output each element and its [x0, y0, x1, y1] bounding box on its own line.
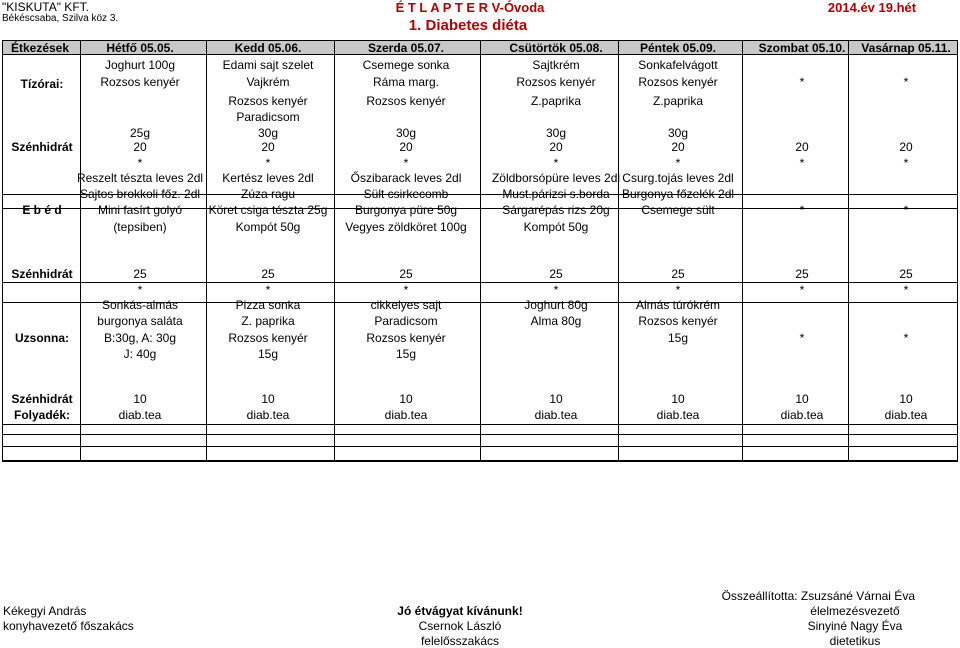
folyadek-value: diab.tea [384, 408, 428, 422]
label-folyadek: Folyadék: [13, 408, 71, 422]
star-mark: * [137, 283, 143, 297]
company-name: "KISKUTA" KFT. [2, 0, 89, 14]
uzsonna-cell: 15g [667, 331, 689, 345]
uzsonna-cell: Almás túrókrém [635, 298, 721, 312]
tizorai-cell: * [799, 75, 805, 89]
star-mark: * [265, 283, 271, 297]
ebed-cell: Reszelt tészta leves 2dl [76, 171, 204, 185]
footer-right-role: élelmezésvezető [810, 604, 900, 618]
star-mark: * [799, 283, 805, 297]
szenhidrat-value: 20 [899, 140, 913, 154]
tizorai-cell: Rozsos kenyér [100, 75, 180, 89]
star-mark: * [553, 283, 559, 297]
tizorai-cell: 30g [545, 126, 567, 140]
uzsonna-cell: * [799, 331, 805, 345]
folyadek-value: diab.tea [656, 408, 700, 422]
tizorai-cell: 30g [395, 126, 417, 140]
tizorai-cell: Rozsos kenyér [228, 94, 308, 108]
uzsonna-cell: 15g [257, 347, 279, 361]
company-address: Békéscsaba, Szilva köz 3. [2, 13, 119, 24]
ebed-cell: Mini fasírt golyó [97, 203, 183, 217]
uzsonna-cell: Sonkás-almás [101, 298, 179, 312]
szenhidrat-value: 10 [399, 392, 413, 406]
szenhidrat-value: 25 [399, 267, 413, 281]
szenhidrat-value: 10 [133, 392, 147, 406]
folyadek-value: diab.tea [534, 408, 578, 422]
tizorai-cell: Vajkrém [246, 75, 290, 89]
footer-left-title: konyhavezető főszakács [3, 619, 134, 633]
footer-left-name: Kékegyi András [3, 604, 87, 618]
folyadek-value: diab.tea [246, 408, 290, 422]
ebed-cell: Őszibarack leves 2dl [350, 171, 462, 185]
szenhidrat-value: 10 [899, 392, 913, 406]
star-mark: * [137, 156, 143, 170]
star-mark: * [265, 156, 271, 170]
tizorai-cell: 30g [667, 126, 689, 140]
ebed-cell: Kompót 50g [523, 220, 589, 234]
star-mark: * [553, 156, 559, 170]
ebed-cell: * [799, 203, 805, 217]
label-tizorai: Tízórai: [20, 77, 64, 91]
szenhidrat-value: 25 [549, 267, 563, 281]
day-header: Szombat 05.10. [758, 41, 846, 55]
folyadek-value: diab.tea [780, 408, 824, 422]
tizorai-cell: Edami sajt szelet [222, 58, 314, 72]
footer-right-title: dietetikus [829, 634, 881, 648]
star-mark: * [675, 156, 681, 170]
tizorai-cell: Z.paprika [652, 94, 704, 108]
label-szenhidrat: Szénhidrát [11, 140, 73, 154]
week-label: 2014.év 19.hét [827, 0, 917, 15]
uzsonna-cell: Joghurt 80g [524, 298, 588, 312]
ebed-cell: Kertész leves 2dl [222, 171, 314, 185]
ebed-cell: Kompót 50g [235, 220, 301, 234]
ebed-cell: Csurg.tojás leves 2dl [622, 171, 734, 185]
header-etkezesek: Étkezések [10, 41, 70, 55]
footer-middle-name: Csernok László [418, 619, 502, 633]
ebed-cell: Zúza ragu [240, 187, 296, 201]
day-header: Kedd 05.06. [234, 41, 302, 55]
szenhidrat-value: 20 [671, 140, 685, 154]
label-szenhidrat: Szénhidrát [11, 392, 73, 406]
uzsonna-cell: Rozsos kenyér [228, 331, 308, 345]
footer-middle-title: felelősszakács [420, 634, 500, 648]
szenhidrat-value: 10 [795, 392, 809, 406]
tizorai-cell: Joghurt 100g [104, 58, 176, 72]
folyadek-value: diab.tea [884, 408, 928, 422]
szenhidrat-value: 20 [399, 140, 413, 154]
tizorai-cell: Z.paprika [530, 94, 582, 108]
tizorai-cell: Rozsos kenyér [366, 94, 446, 108]
ebed-cell: Sajtos brokkoli főz. 2dl [79, 187, 201, 201]
uzsonna-cell: Z. paprika [241, 314, 295, 328]
szenhidrat-value: 10 [671, 392, 685, 406]
szenhidrat-value: 20 [549, 140, 563, 154]
footer-compiled-by: Összeállította: Zsuzsáné Várnai Éva [721, 589, 915, 603]
star-mark: * [675, 283, 681, 297]
day-header: Péntek 05.09. [639, 41, 717, 55]
tizorai-cell: Rozsos kenyér [638, 75, 718, 89]
tizorai-cell: Paradicsom [236, 110, 300, 124]
tizorai-cell: Csemege sonka [362, 58, 450, 72]
ebed-cell: Must.párizsi s.borda [502, 187, 610, 201]
uzsonna-cell: J: 40g [123, 347, 157, 361]
ebed-cell: Csemege sült [641, 203, 715, 217]
tizorai-cell: * [903, 75, 909, 89]
day-header: Vasárnap 05.11. [861, 41, 951, 55]
tizorai-cell: 25g [129, 126, 151, 140]
label-szenhidrat: Szénhidrát [11, 267, 73, 281]
star-mark: * [403, 283, 409, 297]
footer-wish: Jó étvágyat kívánunk! [397, 604, 523, 618]
szenhidrat-value: 25 [671, 267, 685, 281]
uzsonna-cell: Rozsos kenyér [638, 314, 718, 328]
label-ebed: E b é d [22, 203, 62, 217]
uzsonna-cell: Paradicsom [374, 314, 438, 328]
szenhidrat-value: 25 [133, 267, 147, 281]
szenhidrat-value: 20 [261, 140, 275, 154]
star-mark: * [903, 283, 909, 297]
star-mark: * [903, 156, 909, 170]
day-header: Hétfő 05.05. [106, 41, 174, 55]
ebed-cell: Burgonya főzelék 2dl [621, 187, 735, 201]
uzsonna-cell: burgonya saláta [97, 314, 183, 328]
szenhidrat-value: 20 [133, 140, 147, 154]
ebed-cell: Burgonya püre 50g [354, 203, 458, 217]
tizorai-cell: 30g [257, 126, 279, 140]
tizorai-cell: Sonkafelvágott [638, 58, 718, 72]
footer-right-name: Sinyiné Nagy Éva [807, 619, 903, 633]
ebed-cell: (tepsiben) [113, 220, 167, 234]
uzsonna-cell: Pizza sonka [235, 298, 301, 312]
ebed-cell: Sárgarépás rizs 20g [502, 203, 610, 217]
tizorai-cell: Ráma marg. [372, 75, 440, 89]
uzsonna-cell: cikkelyes sajt [370, 298, 442, 312]
tizorai-cell: Sajtkrém [532, 58, 580, 72]
star-mark: * [403, 156, 409, 170]
uzsonna-cell: 15g [395, 347, 417, 361]
day-header: Szerda 05.07. [367, 41, 445, 55]
ebed-cell: Zöldborsópüre leves 2dl [491, 171, 621, 185]
uzsonna-cell: * [903, 331, 909, 345]
ebed-cell: * [903, 203, 909, 217]
diet-subtitle: 1. Diabetes diéta [408, 17, 528, 34]
label-uzsonna: Uzsonna: [15, 331, 69, 345]
uzsonna-cell: Rozsos kenyér [366, 331, 446, 345]
szenhidrat-value: 25 [899, 267, 913, 281]
day-header: Csütörtök 05.08. [509, 41, 603, 55]
uzsonna-cell: Alma 80g [530, 314, 582, 328]
star-mark: * [799, 156, 805, 170]
szenhidrat-value: 10 [261, 392, 275, 406]
page-title: É T L A P T E R V-Óvoda [395, 0, 545, 15]
szenhidrat-value: 25 [261, 267, 275, 281]
folyadek-value: diab.tea [118, 408, 162, 422]
uzsonna-cell: B:30g, A: 30g [103, 331, 177, 345]
ebed-cell: Köret csiga tészta 25g [208, 203, 328, 217]
szenhidrat-value: 25 [795, 267, 809, 281]
szenhidrat-value: 10 [549, 392, 563, 406]
szenhidrat-value: 20 [795, 140, 809, 154]
ebed-cell: Vegyes zöldköret 100g [345, 220, 467, 234]
ebed-cell: Sült csirkecomb [363, 187, 449, 201]
tizorai-cell: Rozsos kenyér [516, 75, 596, 89]
